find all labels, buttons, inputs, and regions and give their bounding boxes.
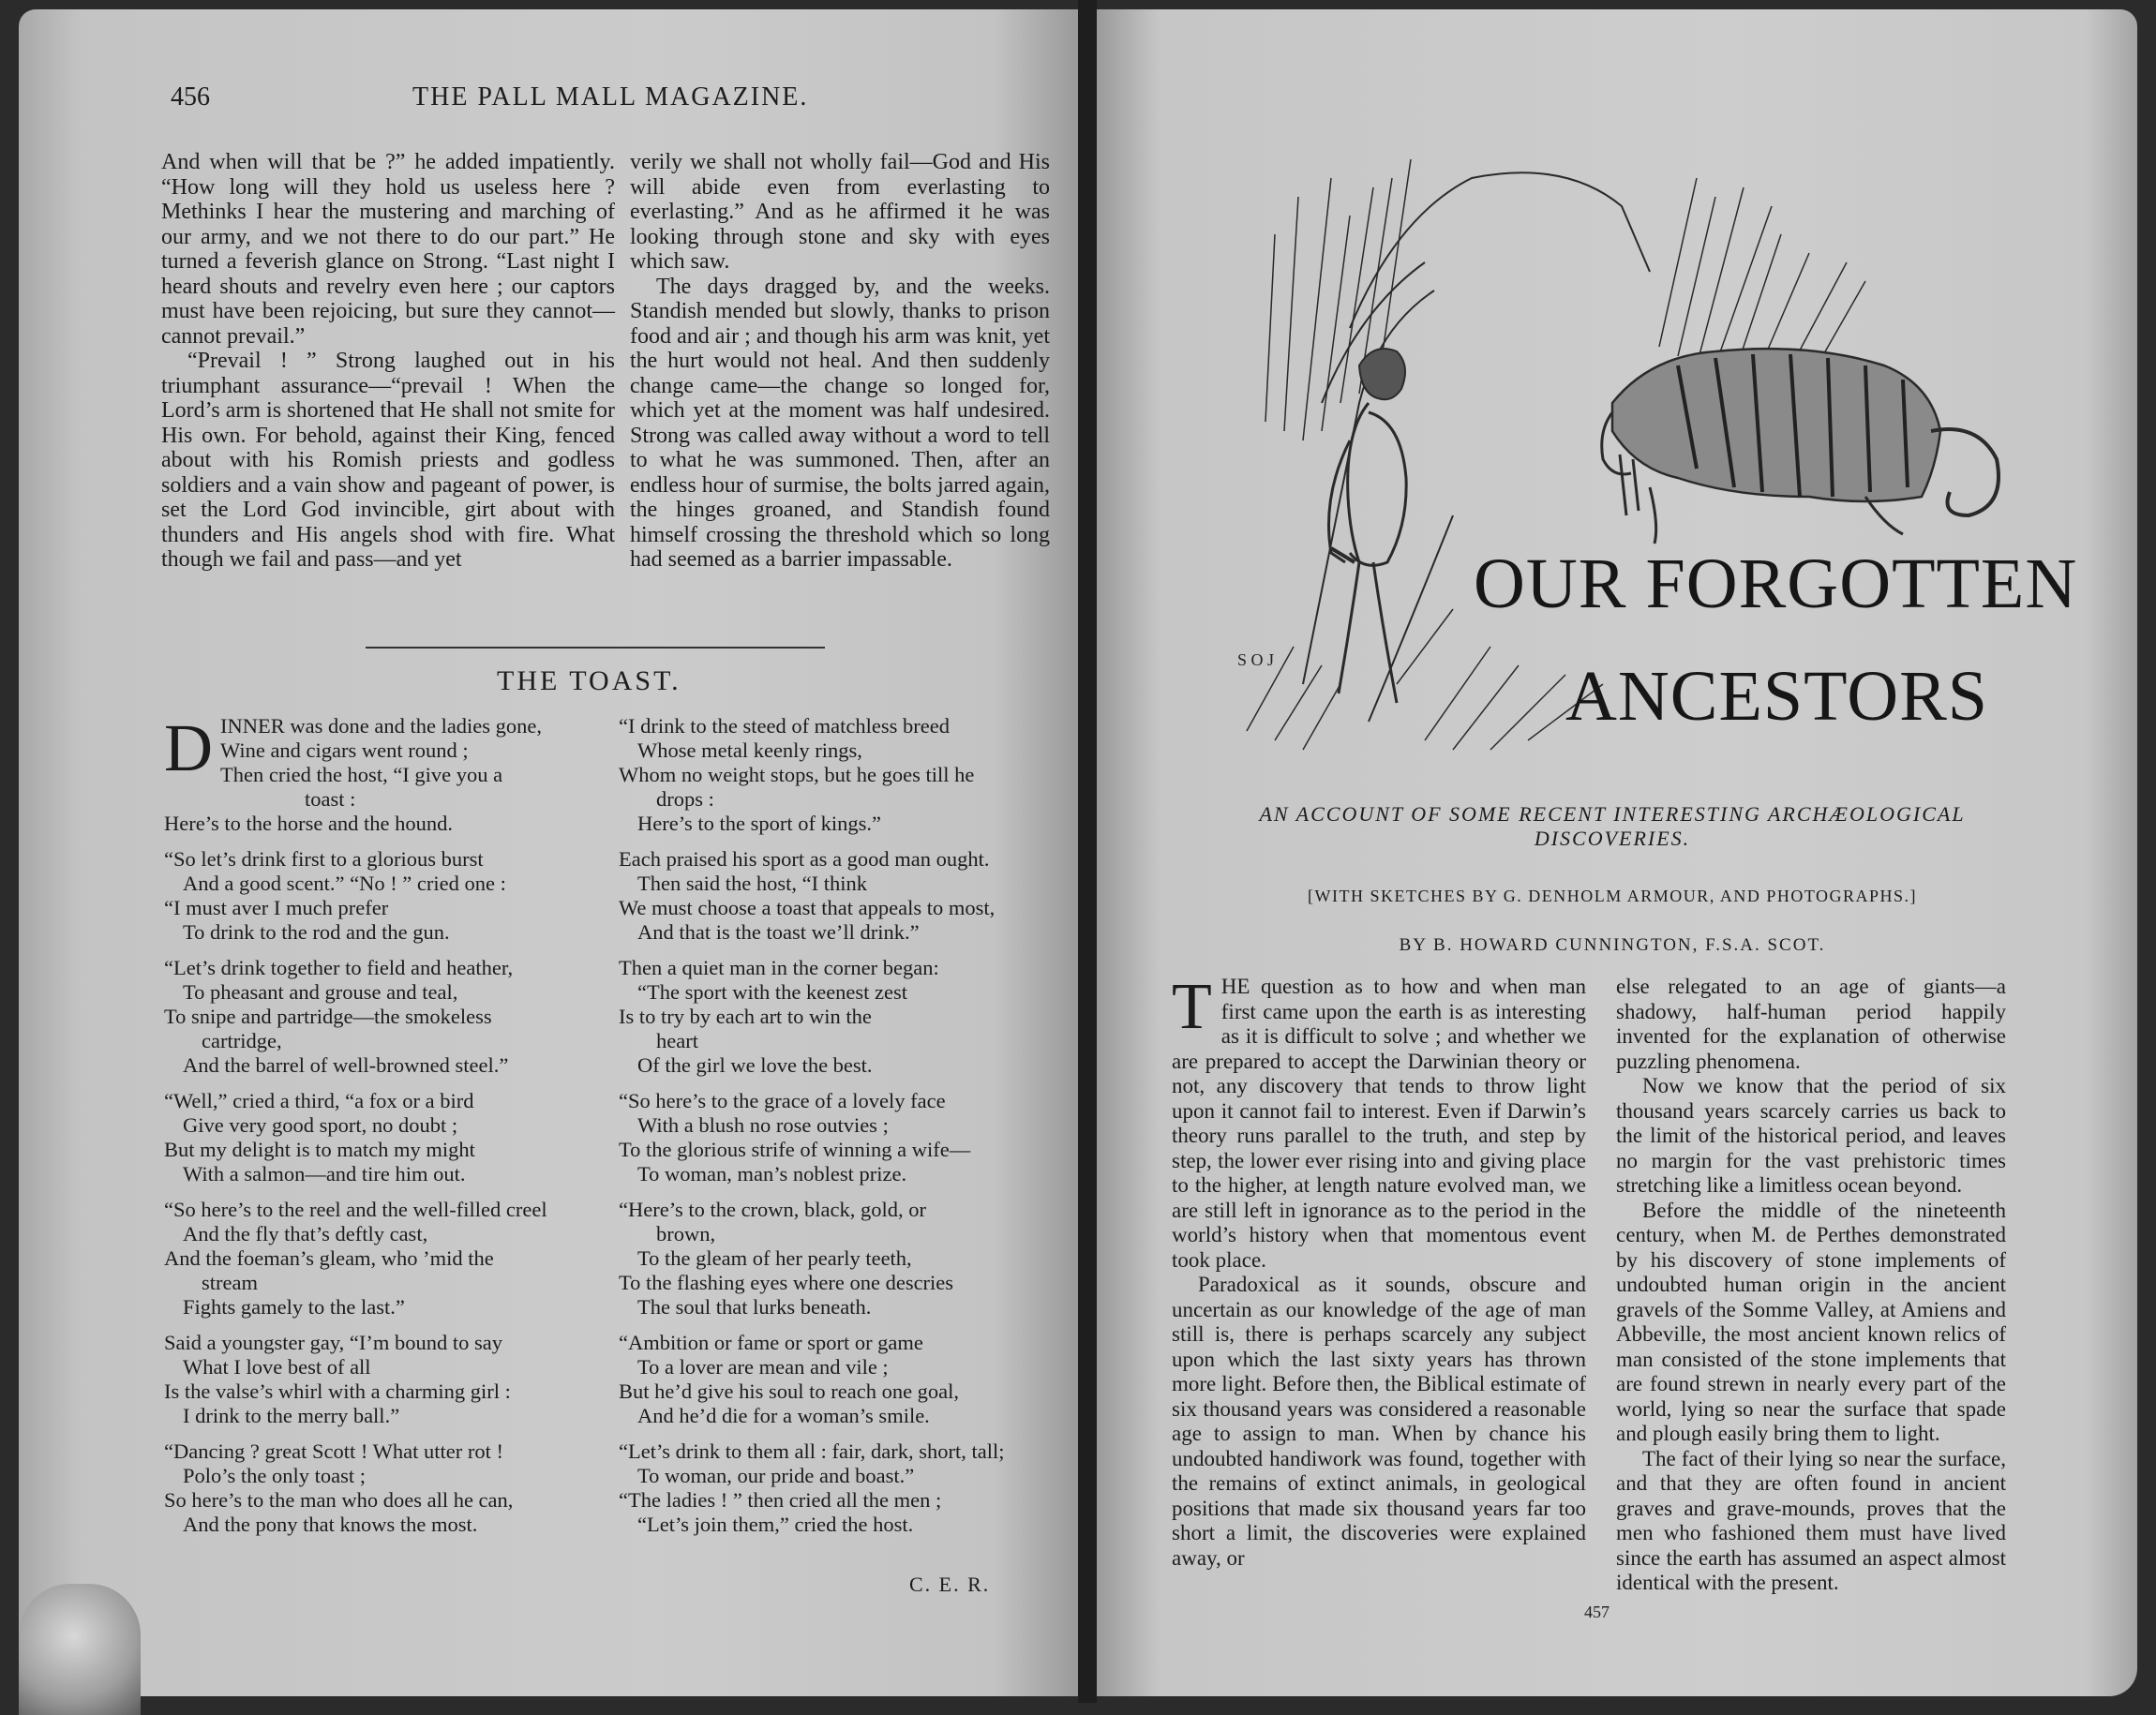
verse-line: Of the girl we love the best. (637, 1053, 873, 1077)
verse-line: “Let’s join them,” cried the host. (637, 1513, 914, 1536)
verse-line: “The ladies ! ” then cried all the men ; (619, 1488, 942, 1512)
right-page (1097, 9, 2137, 1696)
verse-line: With a salmon—and tire him out. (183, 1162, 466, 1186)
verse-line: Wine and cigars went round ; (220, 738, 469, 762)
verse-line: brown, (656, 1222, 716, 1245)
verse-line: Here’s to the horse and the hound. (164, 812, 454, 835)
verse-line: To the flashing eyes where one descries (619, 1271, 954, 1294)
verse-line: Give very good sport, no doubt ; (183, 1113, 458, 1137)
story-column-1 (161, 150, 615, 573)
verse-line: Fights gamely to the last.” (183, 1295, 405, 1319)
verse-line: And the barrel of well-browned steel.” (183, 1053, 509, 1077)
verse-line: The soul that lurks beneath. (637, 1295, 872, 1319)
article-byline: BY B. HOWARD CUNNINGTON, F.S.A. SCOT. (1399, 935, 1826, 955)
article-paragraph: else relegated to an age of giants—a shadowy, half-human period happily invented for the explanation of otherwise puzzling phenomena. (1616, 975, 2006, 1073)
verse-line: With a blush no rose outvies ; (637, 1113, 889, 1137)
stanza (619, 956, 1069, 1078)
article-title-line-2: ANCESTORS (1565, 657, 1989, 736)
article-text: HE question as to how and when man first came upon the earth is as interesting as it is difficult to solve ; and whether we are prepared to accept the Darwinian theory or not, any discovery that tends to throw light upon it cannot fail to interest. Even if Darwin’s theory runs parallel to the truth, and step by step, the lower ever rising into and giving place to the higher, at length nature evolved man, we are still left in ignorance as to the period in the world’s history when that momentous event took place. (1172, 975, 1586, 1272)
story-paragraph: “Prevail ! ” Strong laughed out in his triumphant assurance—“prevail ! When the Lord’s arm is shortened that He shall not smite for His own. For behold, against their King, fenced about with his Romish priests and godless soldiers and a vain show and pageant of power, is set the Lord God invincible, girt about with thunders and His angels shod with fire. What though we fail and pass—and yet (161, 349, 615, 572)
illustration-credit: [WITH SKETCHES BY G. DENHOLM ARMOUR, AND PHOTOGRAPHS.] (1307, 887, 1918, 905)
verse-line: “Well,” cried a third, “a fox or a bird (164, 1089, 474, 1112)
verse-line: To snipe and partridge—the smokeless (164, 1005, 492, 1028)
stanza (164, 1089, 614, 1186)
drop-cap: T (1172, 971, 1212, 1043)
verse-line: To drink to the rod and the gun. (183, 920, 450, 944)
article-paragraph: Before the middle of the nineteenth century, when M. de Perthes demonstrated by his discovery of stone implements of undoubted human origin in the ancient gravels of the Somme Valley, at Amiens and Abbeville, the most ancient known relics of man consisted of the stone implements that are found strewn in nearly every part of the world, lying so near the surface that spade and plough easily bring them to light. (1616, 1198, 2006, 1445)
verse-line: “The sport with the keenest zest (637, 980, 908, 1004)
stanza (619, 1331, 1069, 1428)
verse-line: “So here’s to the grace of a lovely face (619, 1089, 946, 1112)
verse-line: “So let’s drink first to a glorious burst (164, 847, 484, 871)
verse-line: And a good scent.” “No ! ” cried one : (183, 872, 506, 895)
verse-line: Each praised his sport as a good man ought. (619, 847, 990, 871)
verse-line: Is to try by each art to win the (619, 1005, 872, 1028)
book-gutter (1078, 0, 1097, 1703)
stanza (164, 956, 614, 1078)
verse-line: toast : (305, 787, 356, 811)
verse-line: But my delight is to match my might (164, 1138, 475, 1161)
verse-line: “Let’s drink together to field and heather, (164, 956, 514, 979)
story-column-2 (630, 150, 1050, 573)
verse-line: And the pony that knows the most. (183, 1513, 478, 1536)
verse-line: heart (656, 1029, 698, 1052)
verse-line: “Let’s drink to them all : fair, dark, short, tall; (619, 1439, 1005, 1463)
verse-line: So here’s to the man who does all he can, (164, 1488, 514, 1512)
verse-line: Then cried the host, “I give you a (220, 763, 503, 786)
page-number-left: 456 (171, 82, 210, 112)
verse-line: Then a quiet man in the corner began: (619, 956, 939, 979)
stanza (164, 847, 614, 945)
verse-line: To pheasant and grouse and teal, (183, 980, 458, 1004)
article-title-line-1: OUR FORGOTTEN (1474, 544, 2078, 623)
verse-line: “So here’s to the reel and the well-filled creel (164, 1198, 547, 1221)
verse-line: And the foeman’s gleam, who ’mid the (164, 1246, 494, 1270)
verse-line: Said a youngster gay, “I’m bound to say (164, 1331, 502, 1354)
verse-line: To woman, man’s noblest prize. (637, 1162, 907, 1186)
story-paragraph: verily we shall not wholly fail—God and His will abide even from everlasting to everlasting.” And as he affirmed it he was looking through stone and sky with eyes which saw. (630, 150, 1050, 274)
verse-line: “I drink to the steed of matchless breed (619, 714, 951, 738)
left-page (19, 9, 1078, 1696)
verse-line: “Here’s to the crown, black, gold, or (619, 1198, 927, 1221)
article-subtitle: AN ACCOUNT OF SOME RECENT INTERESTING ARCHÆOLOGICAL DISCOVERIES. (1259, 802, 1966, 850)
drop-cap: D (164, 710, 213, 785)
stanza (164, 1331, 614, 1428)
verse-line: drops : (656, 787, 714, 811)
verse-line: “Dancing ? great Scott ! What utter rot ! (164, 1439, 503, 1463)
poem-signature: C. E. R. (909, 1573, 991, 1596)
verse-line: Polo’s the only toast ; (183, 1464, 367, 1487)
stanza (164, 1439, 614, 1537)
verse-line: Whose metal keenly rings, (637, 738, 862, 762)
verse-line: What I love best of all (183, 1355, 371, 1379)
verse-line: I drink to the merry ball.” (183, 1404, 400, 1427)
verse-line: Then said the host, “I think (637, 872, 867, 895)
verse-line: We must choose a toast that appeals to most, (619, 896, 996, 919)
verse-line: To the glorious strife of winning a wife— (619, 1138, 971, 1161)
verse-line: To woman, our pride and boast.” (637, 1464, 915, 1487)
article-column-1 (1172, 971, 1586, 1571)
verse-line: INNER was done and the ladies gone, (220, 714, 543, 738)
verse-line: “I must aver I much prefer (164, 896, 389, 919)
stanza (164, 710, 614, 836)
article-paragraph (1172, 971, 1586, 1273)
verse-line: Is the valse’s whirl with a charming girl : (164, 1379, 511, 1403)
verse-line: And that is the toast we’ll drink.” (637, 920, 920, 944)
verse-line: To a lover are mean and vile ; (637, 1355, 889, 1379)
verse-line: stream (202, 1271, 258, 1294)
verse-line: But he’d give his soul to reach one goal, (619, 1379, 960, 1403)
story-paragraph: And when will that be ?” he added impatiently. “How long will they hold us useless here ? Methinks I hear the mustering and marching of our army, and we not there to do our part.” He turned a feverish glance on Strong. “Last night I heard shouts and revelry even here ; our captors must have been rejoicing, but sure they cannot—cannot prevail.” (161, 150, 615, 349)
page-number-right: 457 (1584, 1603, 1610, 1621)
poem-column-2 (619, 714, 1069, 1548)
article-column-2 (1616, 975, 2006, 1596)
stanza (619, 1198, 1069, 1320)
running-head: THE PALL MALL MAGAZINE. (412, 82, 809, 112)
illustration-initials: S O J (1237, 650, 1275, 669)
stanza (619, 1089, 1069, 1186)
verse-line: Here’s to the sport of kings.” (637, 812, 881, 835)
stanza (164, 1198, 614, 1320)
stanza (619, 1439, 1069, 1537)
reader-thumb (19, 1584, 141, 1715)
article-paragraph: The fact of their lying so near the surface, and that they are often found in ancient graves and grave-mounds, proves that the men who fashioned them must have lived since the earth has assumed an aspect almost identical with the present. (1616, 1446, 2006, 1594)
verse-line: cartridge, (202, 1029, 282, 1052)
poem-title: THE TOAST. (497, 665, 681, 696)
article-paragraph: Now we know that the period of six thousand years scarcely carries us back to the limit of the historical period, and leaves no margin for the vast prehistoric times stretching like a limitless ocean beyond. (1616, 1074, 2006, 1197)
section-divider (366, 647, 825, 649)
stanza (619, 847, 1069, 945)
stanza (619, 714, 1069, 836)
verse-line: And he’d die for a woman’s smile. (637, 1404, 930, 1427)
story-paragraph: The days dragged by, and the weeks. Standish mended but slowly, thanks to prison food and air ; and though his arm was knit, yet the hurt would not heal. And then suddenly change came—the change so longed for, which yet at the moment was half undesired. Strong was called away without a word to tell to what he was summoned. Then, after an endless hour of surmise, the bolts jarred again, the hinges groaned, and Standish found himself crossing the threshold which so long had seemed as a barrier impassable. (630, 274, 1050, 572)
verse-line: To the gleam of her pearly teeth, (637, 1246, 912, 1270)
article-paragraph: Paradoxical as it sounds, obscure and uncertain as our knowledge of the age of man still is, there is perhaps scarcely any subject upon which the last sixty years has thrown more light. Before then, the Biblical estimate of six thousand years was considered a reasonable age to assign to man. When by chance his undoubted handiwork was found, together with the remains of extinct animals, in geological positions that made six thousand years far too short a limit, the discoveries were explained away, or (1172, 1273, 1586, 1570)
verse-line: “Ambition or fame or sport or game (619, 1331, 923, 1354)
poem-column-1 (164, 710, 614, 1548)
verse-line: Whom no weight stops, but he goes till he (619, 763, 975, 786)
verse-line: And the fly that’s deftly cast, (183, 1222, 428, 1245)
